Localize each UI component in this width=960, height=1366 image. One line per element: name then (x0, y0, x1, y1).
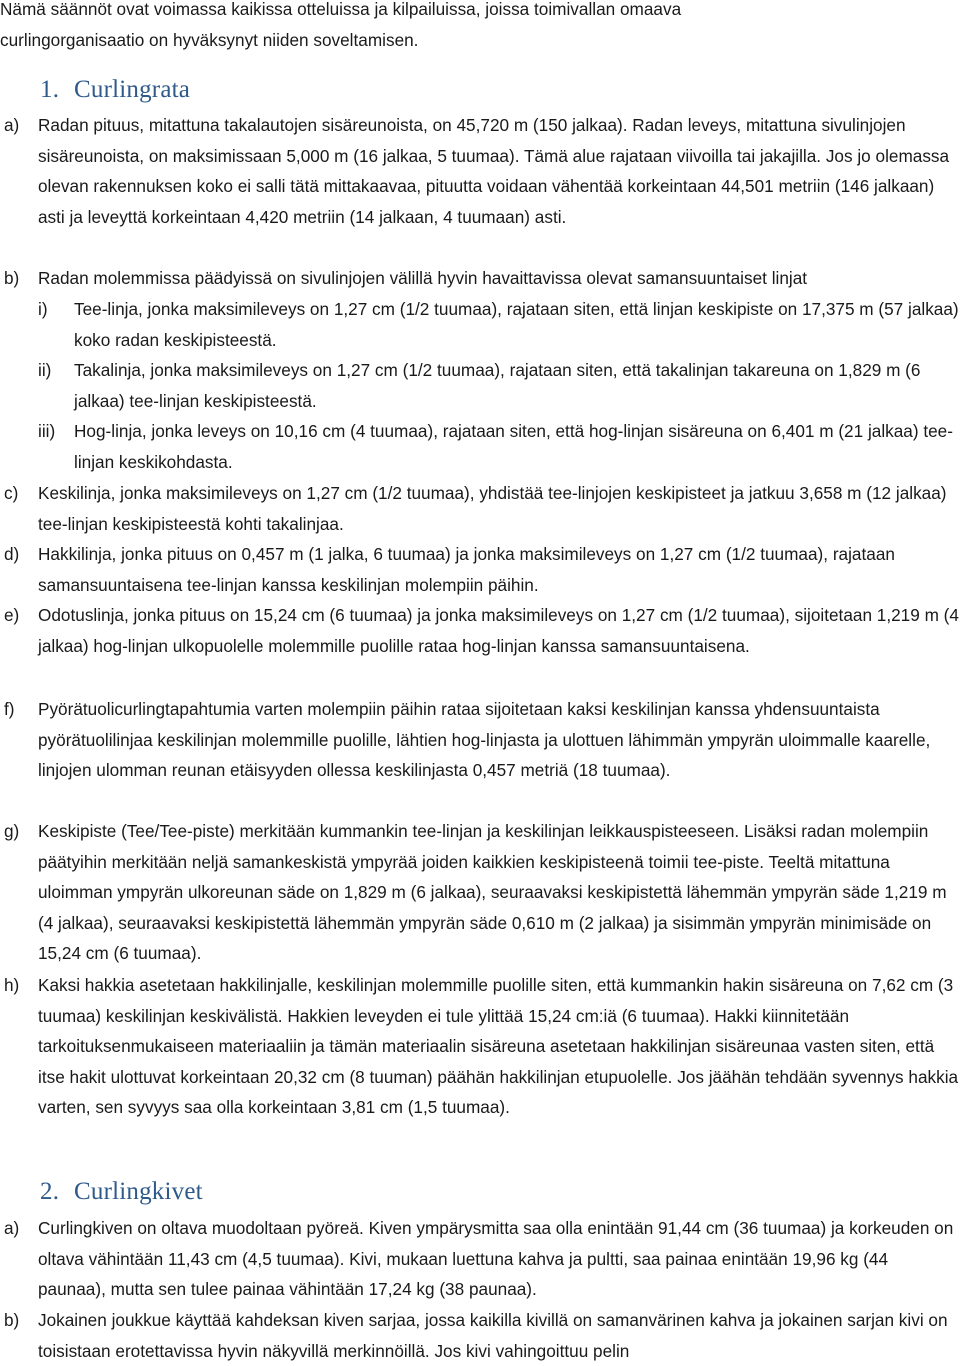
subitem-label: i) (38, 299, 48, 319)
item-text: Keskipiste (Tee/Tee-piste) merkitään kummankin tee-linjan ja keskilinjan leikkauspisteeseen. Lisäksi radan molempiin päätyihin merkitään neljä samankeskistä ympyrää joiden kaikkien keskipisteenä toimii tee-piste. Teeltä mitattuna uloimman ympyrän ulkoreunan säde on 1,829 m (6 jalkaa), seuraavaksi keskipistettä lähemmän ympyrän säde 1,219 m (4 jalkaa), seuraavaksi keskipistettä lähemmän ympyrän säde 0,610 m (2 jalkaa) ja sisimmän ympyrän minimisäde on 15,24 cm (6 tuumaa). (38, 821, 947, 964)
item-text: Radan molemmissa päädyissä on sivulinjojen välillä hyvin havaittavissa olevat samansuuntaiset linjat (38, 268, 808, 288)
item-text: Curlingkiven on oltava muodoltaan pyöreä. Kiven ympärysmitta saa olla enintään 91,44 cm (36 tuumaa) ja korkeuden on oltava vähintään 11,43 cm (4,5 tuumaa). Kivi, mukaan luettuna kahva ja pultti, saa painaa enintään 19,96 kg (44 paunaa), mutta sen tulee painaa vähintään 17,24 kg (38 paunaa). (38, 1218, 954, 1300)
section-title: Curlingkivet (74, 1178, 203, 1205)
item-label: a) (4, 1218, 20, 1238)
item-text: Pyörätuolicurlingtapahtumia varten molempiin päihin rataa sijoitetaan kaksi keskilinjan kanssa yhdensuuntaista pyörätuolilinjaa keskilinjan molemmille puolille, lähtien hog-linjasta ja ulottuen lähimmän ympyrän uloimmalle kaarelle, linjojen ulomman reunan etäisyyden ollessa keskilinjasta 0,457 metriä (18 tuumaa). (38, 699, 931, 781)
item-label: d) (4, 544, 20, 564)
item-label: b) (4, 268, 20, 288)
subitem-text: Tee-linja, jonka maksimileveys on 1,27 cm (1/2 tuumaa), rajataan siten, että linjan keskipiste on 17,375 m (57 jalkaa) koko radan keskipisteestä. (74, 299, 959, 350)
subitem-text: Hog-linja, jonka leveys on 10,16 cm (4 tuumaa), rajataan siten, että hog-linjan sisäreuna on 6,401 m (21 jalkaa) tee-linjan keskikohdasta. (74, 421, 953, 472)
item-label: a) (4, 115, 20, 135)
item-label: g) (4, 821, 20, 841)
item-label: f) (4, 699, 15, 719)
item-text: Odotuslinja, jonka pituus on 15,24 cm (6 tuumaa) ja jonka maksimileveys on 1,27 cm (1/2 tuumaa), sijoitetaan 1,219 m (4 jalkaa) hog-linjan ulkopuolelle molemmille puolille rataa hog-linjan kanssa samansuuntaisena. (38, 605, 959, 656)
item-text: Keskilinja, jonka maksimileveys on 1,27 cm (1/2 tuumaa), yhdistää tee-linjojen keskipisteet ja jatkuu 3,658 m (12 jalkaa) tee-linjan keskipisteestä kohti takalinjaa. (38, 483, 947, 534)
subitem-label: ii) (38, 360, 52, 380)
item-text: Jokainen joukkue käyttää kahdeksan kiven sarjaa, jossa kaikilla kivillä on samanvärinen kahva ja jokainen sarjan kivi on toisistaan erotettavissa hyvin näkyvillä merkinnöillä. Jos kivi vahingoittuu pelin (38, 1310, 948, 1361)
subitem-label: iii) (38, 421, 56, 441)
section-heading-2 (40, 1178, 203, 1206)
subitem-text: Takalinja, jonka maksimileveys on 1,27 cm (1/2 tuumaa), rajataan siten, että takalinjan takareuna on 1,829 m (6 jalkaa) tee-linjan keskipisteestä. (74, 360, 921, 411)
item-text: Hakkilinja, jonka pituus on 0,457 m (1 jalka, 6 tuumaa) ja jonka maksimileveys on 1,27 cm (1/2 tuumaa), rajataan samansuuntaisena tee-linjan kanssa keskilinjan molempiin päihin. (38, 544, 895, 595)
section-number: 1. (40, 76, 60, 103)
item-label: c) (4, 483, 19, 503)
section-title: Curlingrata (74, 76, 191, 103)
item-text: Kaksi hakkia asetetaan hakkilinjalle, keskilinjan molemmille puolille siten, että kummankin hakin sisäreuna on 7,62 cm (3 tuumaa) keskilinjan keskivälistä. Hakkien leveyden ei tule ylittää 15,24 cm:iä (6 tuumaa). Hakki kiinnitetään tarkoituksenmukaiseen materiaaliin ja tämän materiaalin sisäreuna asetetaan hakkilinjan sisäreunaa vasten siten, että itse hakit ulottuvat korkeintaan 20,32 cm (8 tuuman) päähän hakkilinjan etupuolelle. Jos jäähän tehdään syvennys hakkia varten, sen syvyys saa olla korkeintaan 3,81 cm (1,5 tuumaa). (38, 975, 959, 1118)
section-heading-1 (40, 76, 190, 104)
intro-paragraph: Nämä säännöt ovat voimassa kaikissa otteluissa ja kilpailuissa, joissa toimivallan omaava curlingorganisaatio on hyväksynyt niiden soveltamisen. (0, 0, 682, 50)
item-label: b) (4, 1310, 20, 1330)
section-number: 2. (40, 1178, 60, 1205)
item-label: h) (4, 975, 20, 995)
item-label: e) (4, 605, 20, 625)
item-text: Radan pituus, mitattuna takalautojen sisäreunoista, on 45,720 m (150 jalkaa). Radan leveys, mitattuna sivulinjojen sisäreunoista, on maksimissaan 5,000 m (16 jalkaa, 5 tuumaa). Tämä alue rajataan viivoilla tai jakajilla. Jos jo olemassa olevan rakennuksen koko ei salli tätä mittakaavaa, pituutta voidaan vähentää korkeintaan 44,501 metriin (146 jalkaan) asti ja leveyttä korkeintaan 4,420 metriin (14 jalkaan, 4 tuumaan) asti. (38, 115, 950, 227)
